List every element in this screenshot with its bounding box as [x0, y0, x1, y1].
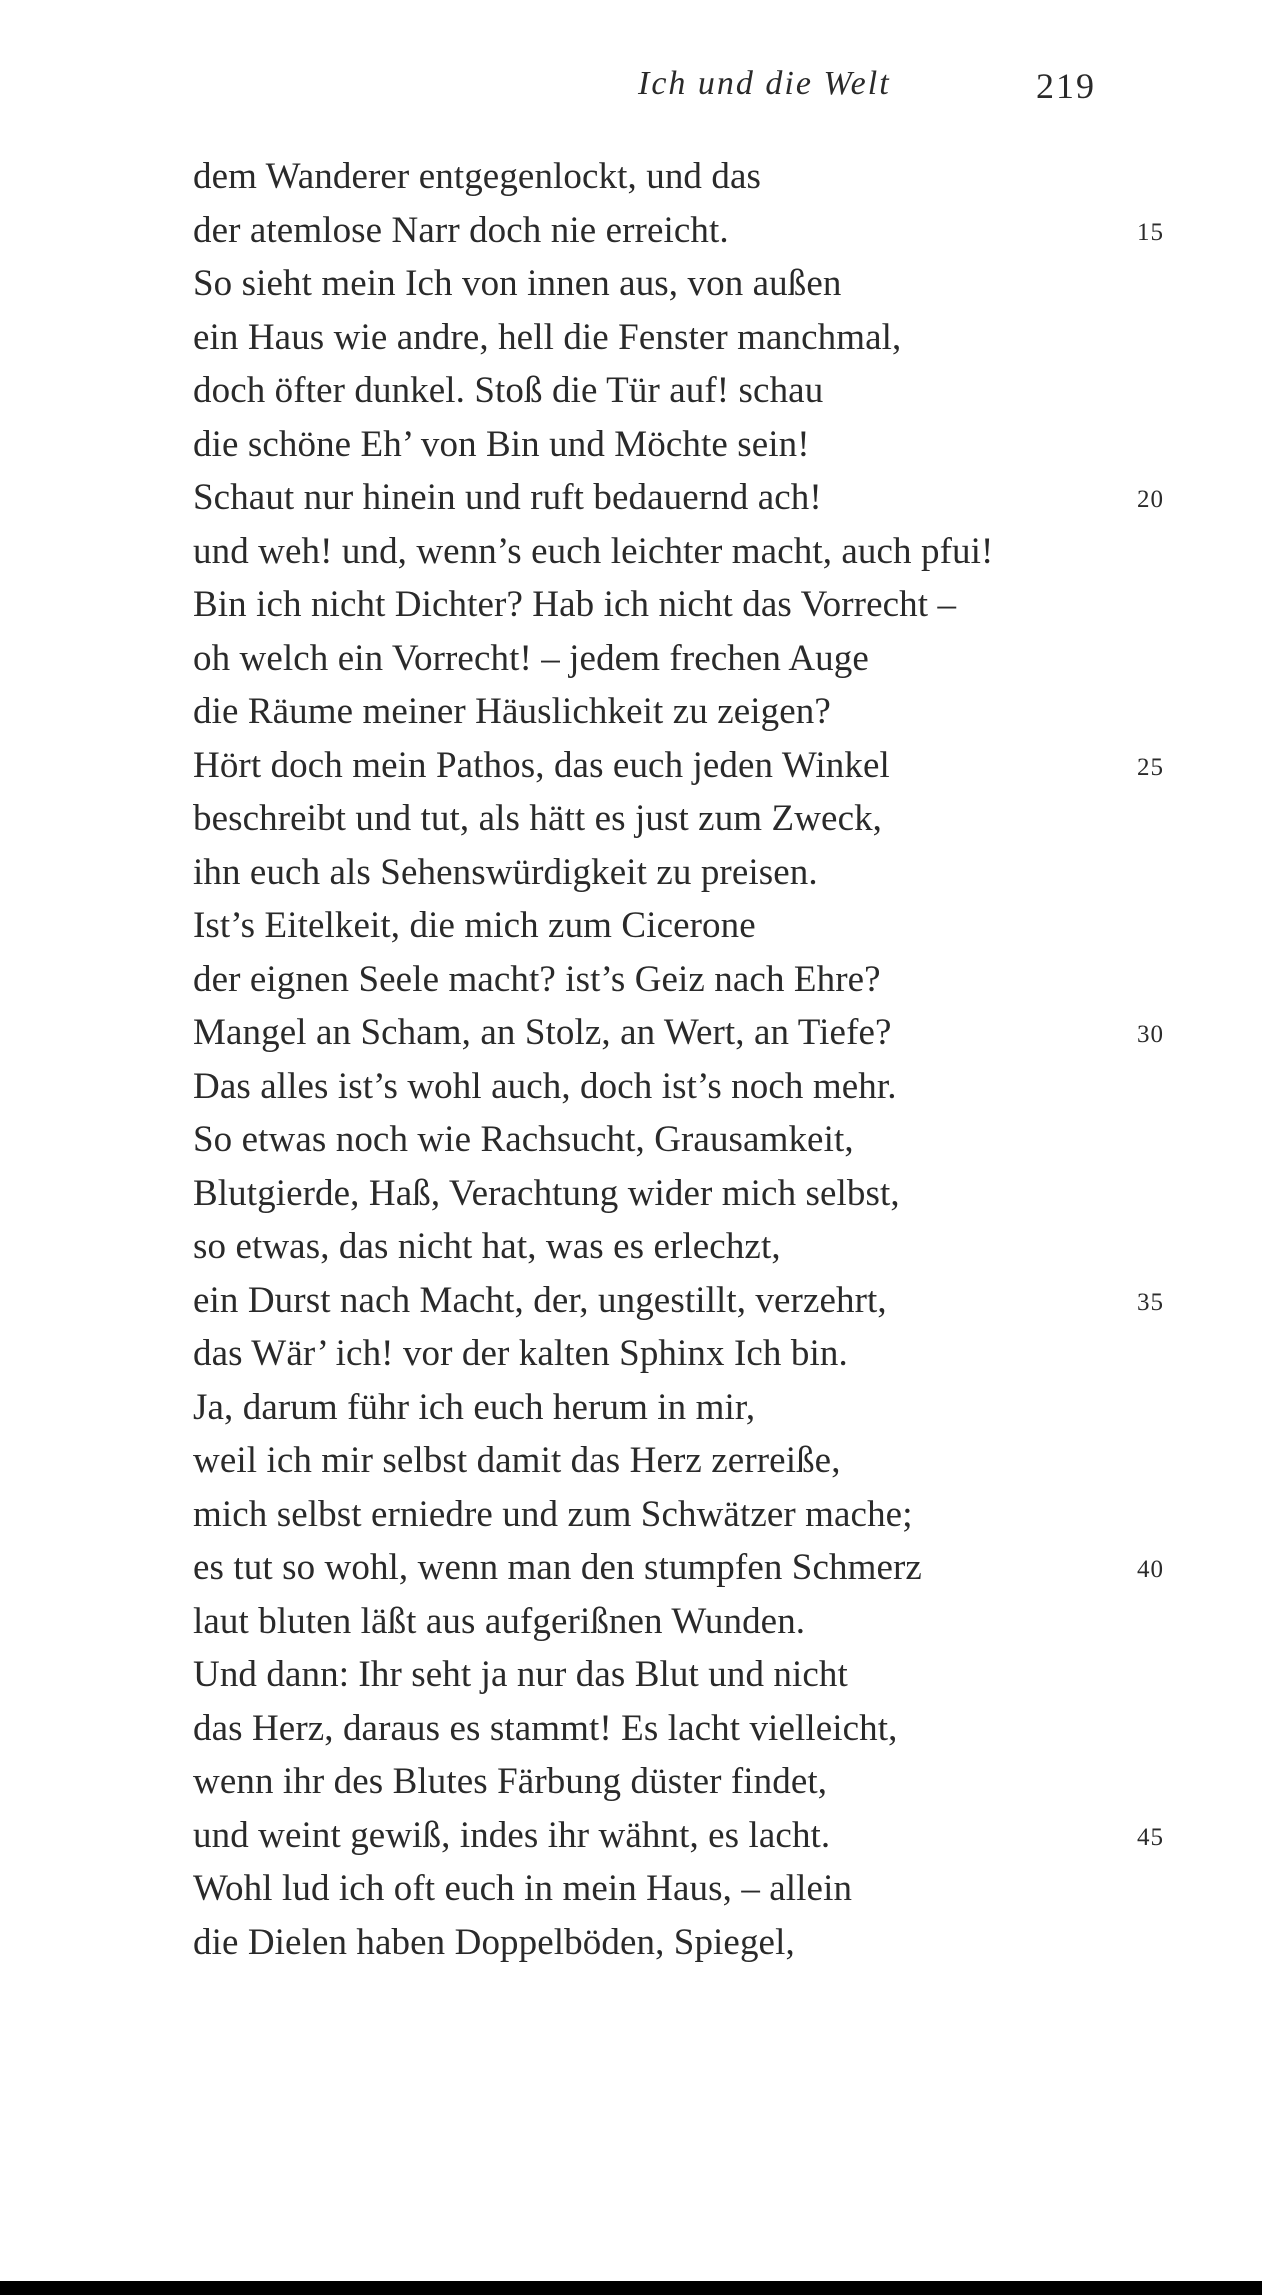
bottom-edge-bar [0, 2281, 1262, 2295]
verse-line-text: dem Wanderer entgegenlockt, und das [193, 156, 762, 197]
line-number: 35 [1137, 1288, 1164, 1316]
verse-line [193, 471, 1193, 525]
verse-line-text: So etwas noch wie Rachsucht, Grausamkeit, [193, 1119, 854, 1160]
verse-line [193, 1327, 1193, 1381]
verse-line-text: ein Haus wie andre, hell die Fenster manchmal, [193, 316, 902, 358]
page-number: 219 [1036, 66, 1096, 106]
verse-line-text: das Herz, daraus es stammt! Es lacht vielleicht, [193, 1707, 898, 1749]
verse-line-text: Mangel an Scham, an Stolz, an Wert, an Tiefe? [193, 1012, 892, 1053]
verse-line [193, 792, 1193, 846]
line-number: 25 [1137, 753, 1164, 781]
verse-line [193, 418, 1193, 472]
verse-line [193, 1381, 1193, 1435]
verse-line [193, 632, 1193, 686]
verse-line-text: Ja, darum führ ich euch herum in mir, [193, 1386, 756, 1428]
verse-line [193, 739, 1193, 793]
verse-line [193, 1274, 1193, 1328]
verse-line [193, 1220, 1193, 1274]
verse-line [193, 1809, 1193, 1863]
verse-line-text: das Wär’ ich! vor der kalten Sphinx Ich bin. [193, 1333, 848, 1374]
verse-line-text: die Räume meiner Häuslichkeit zu zeigen? [193, 691, 831, 732]
verse-line-text: es tut so wohl, wenn man den stumpfen Schmerz [193, 1547, 922, 1588]
verse-line [193, 364, 1193, 418]
verse-line [193, 685, 1193, 739]
verse-line [193, 204, 1193, 258]
verse-line-text: Blutgierde, Haß, Verachtung wider mich selbst, [193, 1172, 900, 1214]
verse-line [193, 1541, 1193, 1595]
line-number: 20 [1137, 486, 1164, 513]
verse-line [193, 1595, 1193, 1649]
verse-line-text: beschreibt und tut, als hätt es just zum Zweck, [193, 798, 883, 839]
verse-line-text: die schöne Eh’ von Bin und Möchte sein! [193, 423, 810, 465]
verse-line [193, 150, 1193, 204]
verse-line-text: Und dann: Ihr seht ja nur das Blut und nicht [193, 1654, 848, 1695]
verse-line [193, 846, 1193, 900]
verse-line [193, 257, 1193, 311]
verse-line-text: oh welch ein Vorrecht! – jedem frechen Auge [193, 637, 869, 679]
line-number: 40 [1137, 1556, 1164, 1583]
verse-line-text: weil ich mir selbst damit das Herz zerreiße, [193, 1440, 841, 1481]
verse-line-text: wenn ihr des Blutes Färbung düster findet, [193, 1761, 828, 1802]
verse-line-text: und weint gewiß, indes ihr wähnt, es lacht. [193, 1814, 831, 1856]
verse-line [193, 1434, 1193, 1488]
verse-line-text: Das alles ist’s wohl auch, doch ist’s noch mehr. [193, 1065, 897, 1107]
verse-line [193, 1006, 1193, 1060]
verse-line-text: Schaut nur hinein und ruft bedauernd ach! [193, 477, 822, 518]
line-number: 45 [1137, 1823, 1164, 1851]
verse-line [193, 1702, 1193, 1756]
verse-line [193, 899, 1193, 953]
verse-line-text: Ist’s Eitelkeit, die mich zum Cicerone [193, 905, 756, 946]
verse-line [193, 1755, 1193, 1809]
verse-line [193, 1113, 1193, 1167]
verse-line-text: Wohl lud ich oft euch in mein Haus, – allein [193, 1868, 853, 1909]
verse-line-text: und weh! und, wenn’s euch leichter macht, auch pfui! [193, 530, 994, 572]
verse-line-text: ihn euch als Sehenswürdigkeit zu preisen. [193, 851, 818, 893]
verse-line [193, 1916, 1193, 1970]
verse-line [193, 1060, 1193, 1114]
verse-line [193, 1862, 1193, 1916]
verse-line-text: doch öfter dunkel. Stoß die Tür auf! schau [193, 370, 824, 411]
verse-line-text: die Dielen haben Doppelböden, Spiegel, [193, 1921, 795, 1963]
verse-line-text: ein Durst nach Macht, der, ungestillt, verzehrt, [193, 1279, 887, 1321]
verse-line [193, 1488, 1193, 1542]
line-number: 15 [1137, 218, 1164, 246]
poem-body [193, 150, 1193, 1969]
verse-line-text: der atemlose Narr doch nie erreicht. [193, 209, 729, 251]
verse-line [193, 525, 1193, 579]
verse-line [193, 1167, 1193, 1221]
verse-line [193, 953, 1193, 1007]
verse-line-text: laut bluten läßt aus aufgerißnen Wunden. [193, 1600, 806, 1642]
verse-line [193, 578, 1193, 632]
line-number: 30 [1137, 1021, 1164, 1048]
verse-line-text: Hört doch mein Pathos, das euch jeden Winkel [193, 744, 890, 786]
verse-line-text: mich selbst erniedre und zum Schwätzer mache; [193, 1493, 913, 1535]
running-head-title: Ich und die Welt [638, 65, 891, 102]
verse-line [193, 1648, 1193, 1702]
verse-line [193, 311, 1193, 365]
verse-line-text: der eignen Seele macht? ist’s Geiz nach Ehre? [193, 958, 881, 1000]
verse-line-text: so etwas, das nicht hat, was es erlechzt, [193, 1226, 781, 1267]
verse-line-text: So sieht mein Ich von innen aus, von außen [193, 263, 842, 304]
verse-line-text: Bin ich nicht Dichter? Hab ich nicht das Vorrecht – [193, 584, 957, 625]
